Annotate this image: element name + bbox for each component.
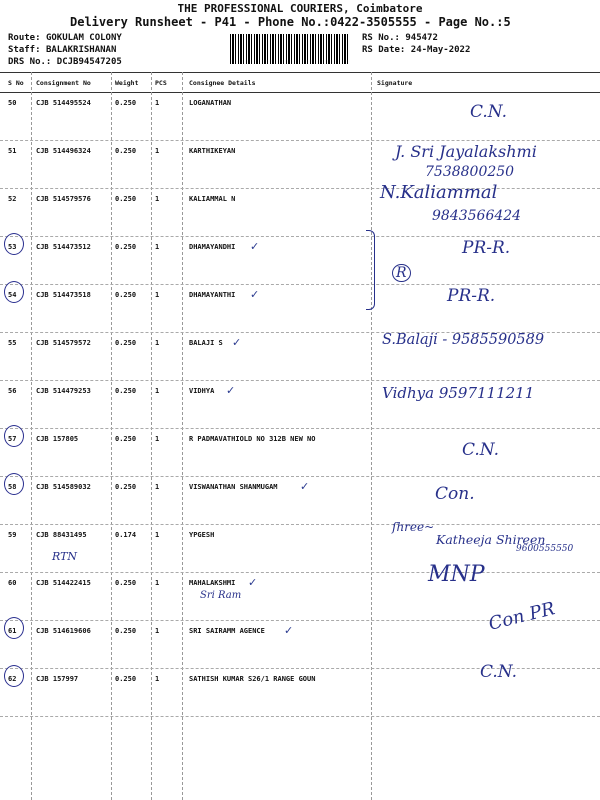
table-row [0,520,600,573]
bracket-mark: R [392,264,411,282]
weight: 0.250 [115,291,137,299]
staff-label: Staff: [8,45,41,55]
consignment-no: CJB 157997 [36,675,79,683]
col-header-weight: Weight [115,79,139,87]
pieces: 1 [155,387,160,395]
pieces: 1 [155,195,160,203]
table-row [0,284,600,333]
consignee-name: MAHALAKSHMI [189,579,236,587]
serial-no: 55 [8,339,17,347]
barcode-image [230,34,350,64]
pieces: 1 [155,99,160,107]
tick-mark: ✓ [232,336,242,349]
signature: Katheeja Shireen [436,532,546,547]
consignment-no: CJB 514473512 [36,243,91,251]
pieces: 1 [155,339,160,347]
signature: PR-R. [447,286,496,306]
signature: Con PR [486,598,558,635]
consignment-no: CJB 157805 [36,435,79,443]
pieces: 1 [155,147,160,155]
serial-no: 60 [8,579,17,587]
consignment-no: CJB 514589032 [36,483,91,491]
consignment-no: CJB 514422415 [36,579,91,587]
serial-no: 52 [8,195,17,203]
header-top-rule [0,72,600,73]
tick-mark: ✓ [284,624,294,637]
consignee-name: SRI SAIRAMM AGENCE [189,627,265,635]
consignee-name: VIDHYA [189,387,215,395]
pieces: 1 [155,627,160,635]
grouping-bracket [366,230,375,310]
rs-no-line [362,33,438,43]
weight: 0.174 [115,531,137,539]
signature-mark: ſhree~ [392,520,435,534]
drs-label: DRS No.: [8,57,52,67]
signature-phone: 9843566424 [432,208,522,224]
signature: Con. [435,484,475,504]
staff-value: BALAKRISHANAN [45,45,117,55]
col-header-sno: S No [8,79,24,87]
weight: 0.250 [115,483,137,491]
table-row [0,332,600,381]
signature: Vidhya 9597111211 [382,384,535,402]
signature-phone: 7538800250 [425,164,515,180]
pieces: 1 [155,483,160,491]
signature: MNP [428,562,485,587]
drs-line [8,57,122,67]
pieces: 1 [155,435,160,443]
table-row [0,236,600,285]
consignee-name: BALAJI S [189,339,223,347]
signature: J. Sri Jayalakshmi [395,142,537,161]
pieces: 1 [155,291,160,299]
col-header-consignee: Consignee Details [189,79,256,87]
tick-mark: ✓ [226,384,236,397]
weight: 0.250 [115,675,137,683]
table-row [0,380,600,429]
rs-date-line [362,45,470,55]
rs-date-value: 24-May-2022 [410,45,471,55]
consignee-name: DHAMAYANDHI [189,243,236,251]
serial-no: 54 [8,291,17,299]
consignee-name: SATHISH KUMAR S26/1 RANGE GOUN [189,675,316,683]
drs-value: DCJB94547205 [56,57,122,67]
rtn-note: RTN [52,550,78,563]
table-row [0,476,600,525]
table-row [0,140,600,189]
rs-no-label: RS No.: [362,33,400,43]
weight: 0.250 [115,195,137,203]
consignment-no: CJB 514579572 [36,339,91,347]
pieces: 1 [155,579,160,587]
serial-no: 58 [8,483,17,491]
col-header-pcs: PCS [155,79,167,87]
consignee-name: YPGESH [189,531,215,539]
signature: PR-R. [462,238,511,258]
weight: 0.250 [115,339,137,347]
serial-no: 56 [8,387,17,395]
signature: C.N. [480,662,517,682]
route-label: Route: [8,33,41,43]
consignee-name: DHAMAYANTHI [189,291,236,299]
table-row [0,428,600,477]
serial-no: 62 [8,675,17,683]
runsheet-subtitle: Delivery Runsheet - P41 - Phone No.:0422-3505555 - Page No.:5 [70,15,511,29]
tick-mark: ✓ [248,576,258,589]
table-row [0,92,600,141]
serial-no: 57 [8,435,17,443]
serial-no: 61 [8,627,17,635]
pieces: 1 [155,243,160,251]
serial-no: 53 [8,243,17,251]
route-value: GOKULAM COLONY [45,33,122,43]
signature: C.N. [470,102,507,122]
consignee-name: VISWANATHAN SHANMUGAM [189,483,278,491]
serial-no: 50 [8,99,17,107]
consignee-name: LOGANATHAN [189,99,232,107]
signature: C.N. [462,440,499,460]
weight: 0.250 [115,435,137,443]
rs-date-label: RS Date: [362,45,406,55]
signature: N.Kaliammal [380,182,498,203]
consignee-handwritten-note: Sri Ram [200,590,242,601]
weight: 0.250 [115,627,137,635]
signature: S.Balaji - 9585590589 [382,332,545,348]
table-row [0,662,600,717]
consignment-no: CJB 514479253 [36,387,91,395]
col-header-consignment: Consignment No [36,79,91,87]
consignment-no: CJB 88431495 [36,531,87,539]
signature-phone: 9600555550 [516,544,574,554]
tick-mark: ✓ [300,480,310,493]
tick-mark: ✓ [250,240,260,253]
company-title: THE PROFESSIONAL COURIERS, Coimbatore [177,2,423,15]
pieces: 1 [155,531,160,539]
rs-no-value: 945472 [405,33,438,43]
consignment-no: CJB 514473518 [36,291,91,299]
weight: 0.250 [115,243,137,251]
consignee-name: R PADMAVATHIOLD NO 312B NEW NO [189,435,316,443]
table-row [0,182,600,237]
col-header-signature: Signature [377,79,413,87]
consignment-no: CJB 514496324 [36,147,91,155]
weight: 0.250 [115,99,137,107]
consignment-no: CJB 514495524 [36,99,91,107]
serial-no: 59 [8,531,17,539]
consignee-name: KALIAMMAL N [189,195,236,203]
route-line [8,33,122,43]
serial-no: 51 [8,147,17,155]
staff-line [8,45,116,55]
consignee-name: KARTHIKEYAN [189,147,236,155]
tick-mark: ✓ [250,288,260,301]
consignment-no: CJB 514579576 [36,195,91,203]
consignment-no: CJB 514619606 [36,627,91,635]
weight: 0.250 [115,387,137,395]
weight: 0.250 [115,579,137,587]
pieces: 1 [155,675,160,683]
weight: 0.250 [115,147,137,155]
